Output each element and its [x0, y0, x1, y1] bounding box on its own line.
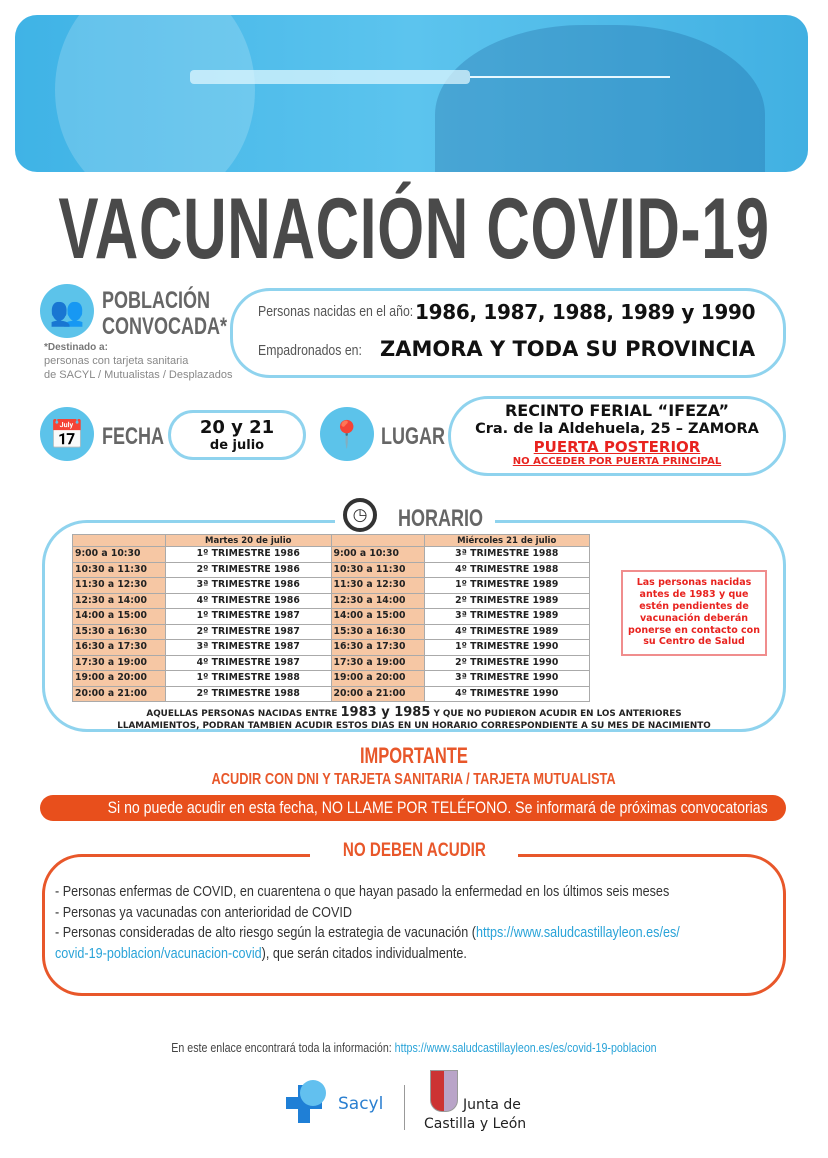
note-line: personas con tarjeta sanitaria: [44, 355, 189, 367]
time-cell: 12:30 a 14:00: [73, 593, 166, 609]
group-cell: 1º TRIMESTRE 1989: [424, 578, 590, 594]
lugar-label: LUGAR: [381, 423, 445, 450]
item-text: ), que serán citados individualmente.: [261, 944, 467, 962]
convocada-label: CONVOCADA*: [102, 313, 228, 340]
group-cell: 2º TRIMESTRE 1988: [166, 686, 332, 702]
time-cell: 14:00 a 15:00: [73, 609, 166, 625]
lugar-box: [448, 396, 786, 476]
vaccination-link[interactable]: https://www.saludcastillayleon.es/es/: [475, 924, 680, 941]
group-cell: 2º TRIMESTRE 1987: [166, 624, 332, 640]
group-cell: 1º TRIMESTRE 1990: [424, 640, 590, 656]
no-deben-title: [310, 840, 518, 870]
table-row: [73, 640, 590, 656]
time-cell: 11:30 a 12:30: [73, 578, 166, 594]
time-cell: 19:00 a 20:00: [73, 671, 166, 687]
group-cell: 2º TRIMESTRE 1989: [424, 593, 590, 609]
vaccination-link[interactable]: covid-19-poblacion/vacunacion-covid: [55, 944, 262, 962]
group-cell: 4º TRIMESTRE 1988: [424, 562, 590, 578]
castilla-leon-shield-icon: [430, 1070, 458, 1112]
sacyl-logo: [286, 1082, 384, 1126]
time-cell: 14:00 a 15:00: [331, 609, 424, 625]
fecha-box: [168, 410, 306, 460]
lugar-venue: RECINTO FERIAL “IFEZA”: [504, 401, 730, 420]
junta-text: Castilla y León: [424, 1116, 527, 1132]
fecha-value: 20 y 21: [199, 417, 275, 438]
footnote-years: 1983 y 1985: [340, 705, 431, 720]
page-title: VACUNACIÓN COVID-19: [58, 181, 770, 277]
time-cell: 9:00 a 10:30: [331, 547, 424, 563]
table-row: [73, 578, 590, 594]
group-cell: 4º TRIMESTRE 1986: [166, 593, 332, 609]
group-cell: 3ª TRIMESTRE 1988: [424, 547, 590, 563]
lugar-address: Cra. de la Aldehuela, 25 – ZAMORA: [475, 421, 759, 437]
lugar-warning: NO ACCEDER POR PUERTA PRINCIPAL: [512, 456, 722, 467]
horario-footnote: [0, 707, 828, 732]
table-row: [73, 671, 590, 687]
list-item: - Personas enfermas de COVID, en cuarentena o que hayan pasado la enfermedad en los últimos seis meses: [55, 883, 670, 900]
list-item: - Personas ya vacunadas con anterioridad de COVID: [55, 903, 352, 921]
reg-value: ZAMORA Y TODA SU PROVINCIA: [380, 337, 756, 361]
horario-label: HORARIO: [398, 505, 484, 532]
time-cell: 12:30 a 14:00: [331, 593, 424, 609]
table-row: [73, 562, 590, 578]
lugar-door: PUERTA POSTERIOR: [533, 438, 701, 456]
importante-sub: [0, 770, 828, 789]
group-cell: 4º TRIMESTRE 1989: [424, 624, 590, 640]
time-cell: 16:30 a 17:30: [331, 640, 424, 656]
day2-header: Miércoles 21 de julio: [424, 535, 590, 547]
junta-text: Junta de: [463, 1097, 521, 1113]
calendar-icon: 📅: [40, 407, 94, 461]
footnote-text: LLAMAMIENTOS, PODRAN TAMBIEN ACUDIR ESTOS DIAS EN UN HORARIO CORRESPONDIENTE A SU MES DE NACIMIENTO: [117, 721, 711, 731]
time-cell: 20:00 a 21:00: [73, 686, 166, 702]
time-cell: 20:00 a 21:00: [331, 686, 424, 702]
group-cell: 4º TRIMESTRE 1987: [166, 655, 332, 671]
table-row: [73, 547, 590, 563]
time-cell: 15:30 a 16:30: [73, 624, 166, 640]
table-row: [73, 686, 590, 702]
group-cell: 1º TRIMESTRE 1987: [166, 609, 332, 625]
day1-header: Martes 20 de julio: [166, 535, 332, 547]
born-value: 1986, 1987, 1988, 1989 y 1990: [415, 300, 756, 324]
time-cell: 17:30 a 19:00: [331, 655, 424, 671]
poblacion-label: POBLACIÓN: [102, 287, 210, 314]
group-cell: 3ª TRIMESTRE 1987: [166, 640, 332, 656]
reg-label: Empadronados en:: [258, 342, 362, 359]
location-pin-icon: 📍: [320, 407, 374, 461]
note-title: *Destinado a:: [44, 342, 108, 353]
table-row: [73, 609, 590, 625]
no-deben-list: [55, 882, 777, 964]
table-row: [73, 655, 590, 671]
fecha-month: de julio: [209, 438, 265, 453]
time-cell: 19:00 a 20:00: [331, 671, 424, 687]
fecha-label: FECHA: [102, 423, 165, 450]
note-line: de SACYL / Mutualistas / Desplazados: [44, 369, 233, 381]
no-call-banner: [40, 795, 786, 821]
schedule-table: [72, 534, 590, 702]
group-cell: 3ª TRIMESTRE 1986: [166, 578, 332, 594]
footnote-text: AQUELLAS PERSONAS NACIDAS ENTRE: [146, 709, 341, 719]
importante-title: [0, 744, 828, 768]
banner-text: Si no puede acudir en esta fecha, NO LLAME POR TELÉFONO. Se informará de próximas convocatorias: [107, 798, 768, 817]
footer-info: [0, 1040, 828, 1055]
clock-icon: ◷: [343, 498, 377, 532]
no-deben-title-text: NO DEBEN ACUDIR: [342, 840, 486, 861]
group-cell: 1º TRIMESTRE 1988: [166, 671, 332, 687]
time-cell: 11:30 a 12:30: [331, 578, 424, 594]
group-cell: 4º TRIMESTRE 1990: [424, 686, 590, 702]
logo-divider: [404, 1085, 405, 1130]
importante-sub-text: ACUDIR CON DNI Y TARJETA SANITARIA / TARJETA MUTUALISTA: [211, 771, 617, 788]
table-row: [73, 624, 590, 640]
group-cell: 2º TRIMESTRE 1986: [166, 562, 332, 578]
time-cell: 10:30 a 11:30: [331, 562, 424, 578]
footer-text: En este enlace encontrará toda la información:: [171, 1040, 395, 1055]
side-note: Las personas nacidas antes de 1983 y que estén pendientes de vacunación deberán ponerse en contacto con su Centro de Salud: [621, 570, 767, 656]
hero-vaccine-image: [15, 15, 808, 172]
time-cell: 16:30 a 17:30: [73, 640, 166, 656]
importante-title-text: IMPORTANTE: [360, 743, 468, 768]
people-icon: 👥: [40, 284, 94, 338]
footnote-text: Y QUE NO PUDIERON ACUDIR EN LOS ANTERIORES: [430, 709, 682, 719]
group-cell: 2º TRIMESTRE 1990: [424, 655, 590, 671]
list-item: [55, 923, 777, 964]
time-cell: 17:30 a 19:00: [73, 655, 166, 671]
info-link[interactable]: https://www.saludcastillayleon.es/es/covid-19-poblacion: [394, 1040, 657, 1055]
group-cell: 1º TRIMESTRE 1986: [166, 547, 332, 563]
time-cell: 15:30 a 16:30: [331, 624, 424, 640]
sacyl-text: Sacyl: [338, 1094, 384, 1114]
table-row: [73, 593, 590, 609]
time-cell: 10:30 a 11:30: [73, 562, 166, 578]
group-cell: 3ª TRIMESTRE 1989: [424, 609, 590, 625]
time-cell: 9:00 a 10:30: [73, 547, 166, 563]
born-label: Personas nacidas en el año:: [258, 303, 414, 320]
item-text: - Personas consideradas de alto riesgo según la estrategia de vacunación (: [55, 924, 476, 941]
group-cell: 3ª TRIMESTRE 1990: [424, 671, 590, 687]
